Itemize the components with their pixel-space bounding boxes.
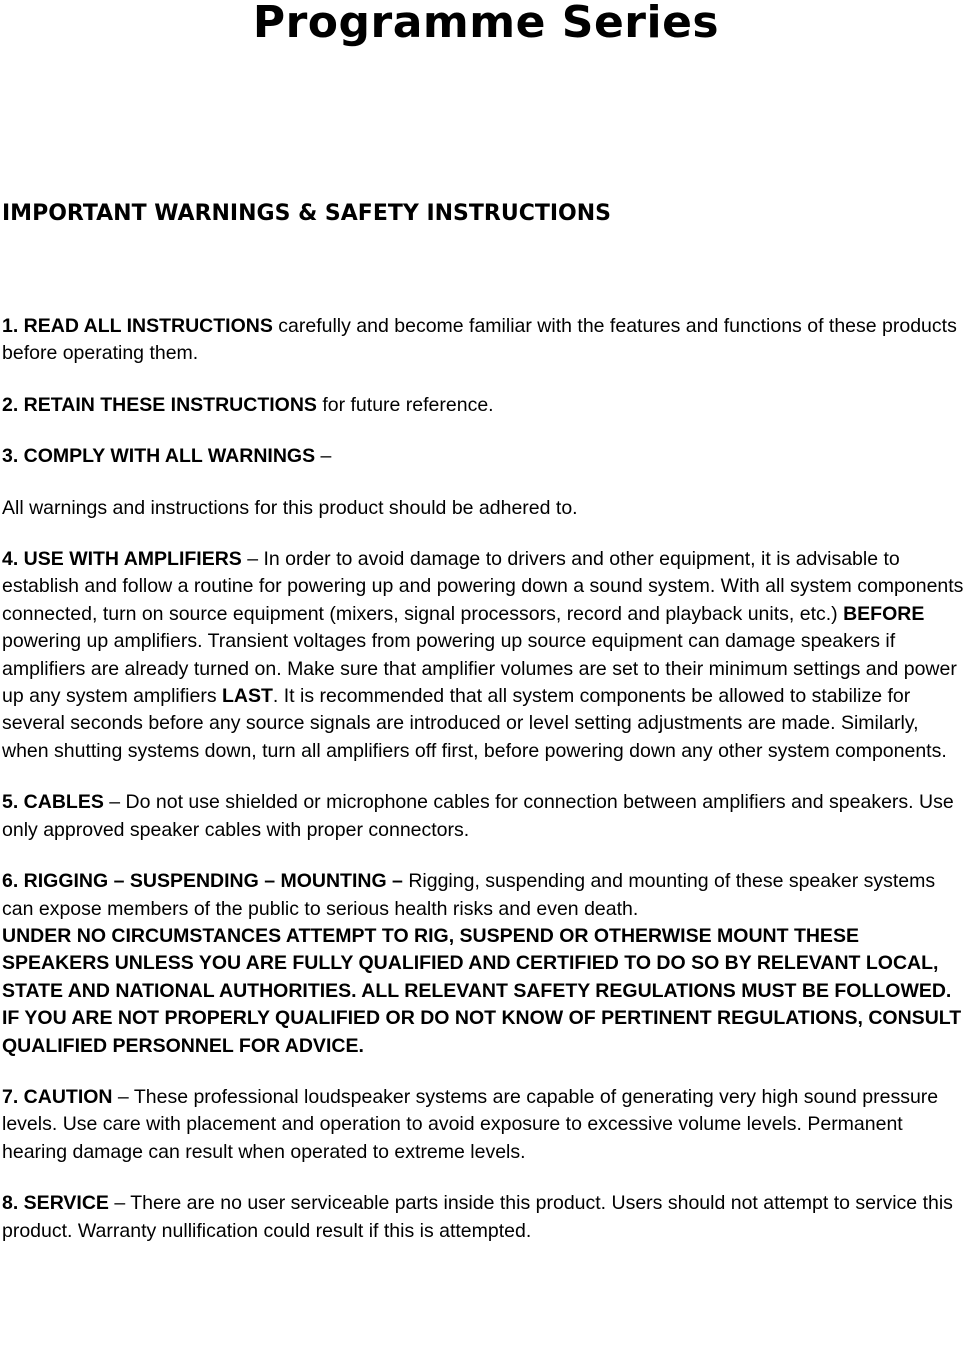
instruction-text: carefully and become familiar with the features and functions of these products before operating them.	[2, 315, 957, 365]
instruction-text: for future reference.	[316, 393, 494, 416]
instruction-item-8	[2, 1190, 970, 1245]
instruction-heading: 1. READ ALL INSTRUCTIONS	[2, 315, 273, 337]
instruction-item-2	[2, 392, 970, 419]
instruction-item-5	[2, 789, 970, 844]
instruction-heading: 7. CAUTION	[2, 1085, 113, 1108]
instruction-item-7	[2, 1084, 970, 1166]
instructions-list	[2, 313, 970, 1269]
instruction-text: powering up amplifiers. Transient voltages from powering up source equipment can damage speakers if amplifiers are already turned on. Make sure that amplifier volumes are set to their minimum settings and power up any system amplifiers	[2, 630, 957, 708]
instruction-note-3: All warnings and instructions for this product should be adhered to.	[2, 496, 578, 519]
section-heading: IMPORTANT WARNINGS & SAFETY INSTRUCTIONS	[2, 201, 611, 226]
instruction-heading: 5. CABLES	[2, 791, 104, 814]
instruction-text: . It is recommended that all system components be allowed to stabilize for several seconds before any source signals are introduced or level setting adjustments are made. Similarly, when shutting systems down, turn all amplifiers off first, before powering down any other system components.	[2, 685, 947, 762]
instruction-heading: 3. COMPLY WITH ALL WARNINGS	[2, 445, 316, 468]
instruction-item-3	[2, 443, 970, 470]
instruction-item-4	[2, 546, 970, 765]
instruction-text: Rigging, suspending and mounting of these speaker systems can expose members of the public to serious health risks and even death.	[2, 870, 936, 920]
instruction-item-1	[2, 313, 970, 368]
instruction-text: – There are no user serviceable parts inside this product. Users should not attempt to service this product. Warranty nullification could result if this is attempted.	[2, 1192, 953, 1242]
instruction-heading: 4. USE WITH AMPLIFIERS	[2, 548, 242, 571]
instruction-text: – In order to avoid damage to drivers and other equipment, it is advisable to establish and follow a routine for powering up and powering down a sound system. With all system components connected, turn on source equipment (mixers, signal processors, record and playback units, etc.)	[2, 548, 964, 625]
document-title: Programme Series	[252, 0, 720, 48]
instruction-text: –	[315, 445, 332, 468]
emphasis-before: BEFORE	[843, 602, 925, 625]
rigging-warning: UNDER NO CIRCUMSTANCES ATTEMPT TO RIG, SUSPEND OR OTHERWISE MOUNT THESE SPEAKERS UNLESS YOU ARE FULLY QUALIFIED AND CERTIFIED TO DO SO BY RELEVANT LOCAL, STATE AND NATIONAL AUTHORITIES. ALL RELEVANT SAFETY REGULATIONS MUST BE FOLLOWED. IF YOU ARE NOT PROPERLY QUALIFIED OR DO NOT KNOW OF PERTINENT REGULATIONS, CONSULT QUALIFIED PERSONNEL FOR ADVICE.	[2, 924, 962, 1057]
instruction-heading: 8. SERVICE	[2, 1192, 109, 1215]
emphasis-last: LAST	[222, 685, 273, 708]
instruction-text: – Do not use shielded or microphone cables for connection between amplifiers and speakers. Use only approved speaker cables with proper connectors.	[2, 791, 954, 841]
instruction-item-6	[2, 868, 970, 1060]
instruction-text: – These professional loudspeaker systems are capable of generating very high sound pressure levels. Use care with placement and operation to avoid exposure to excessive volume levels. Permanent hearing damage can result when operated to extreme levels.	[2, 1085, 939, 1163]
instruction-heading: 6. RIGGING – SUSPENDING – MOUNTING –	[2, 870, 403, 893]
instruction-heading: 2. RETAIN THESE INSTRUCTIONS	[2, 393, 317, 416]
